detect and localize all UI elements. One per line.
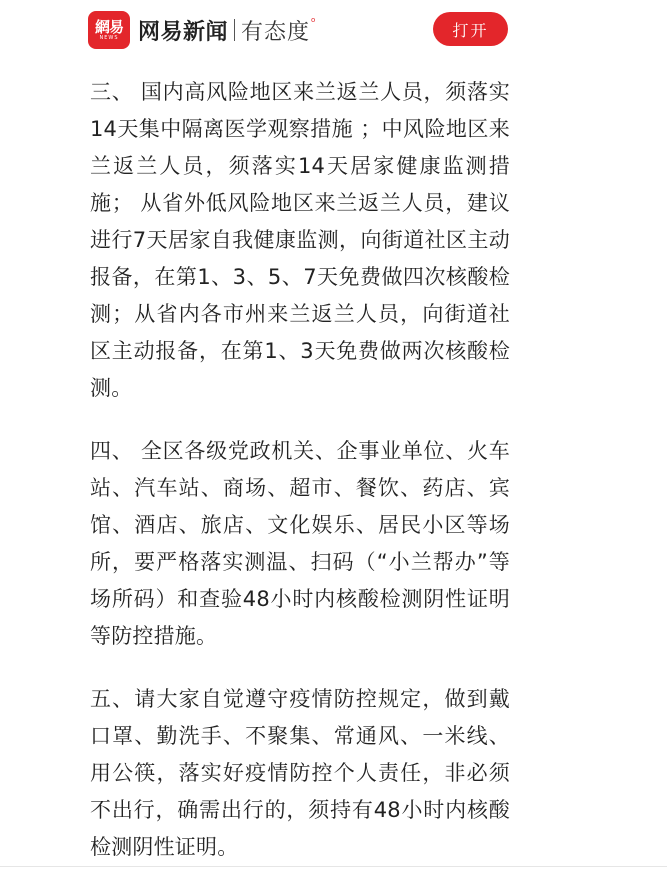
- article-paragraph: 三、 国内高风险地区来兰返兰人员，须落实14天集中隔离医学观察措施 ；中风险地区来兰返兰人员，须落实14天居家健康监测措施； 从省外低风险地区来兰返兰人员，建议进行7天居家自我健康监测，向街道社区主动报备，在第1、3、5、7天免费做四次核酸检测；从省内各市州来兰返兰人员，向街道社区主动报备，在第1、3天免费做两次核酸检测。: [90, 80, 510, 400]
- bottom-divider: [0, 866, 667, 867]
- brand-name: 网易新闻: [138, 19, 229, 45]
- brand-slogan: 有态度: [241, 19, 311, 45]
- app-header: [0, 0, 667, 58]
- logo-text: 網易: [94, 18, 123, 36]
- logo-sub-text: NEWS: [99, 35, 119, 41]
- netease-news-logo[interactable]: [88, 11, 130, 49]
- article-paragraph: 五、请大家自觉遵守疫情防控规定，做到戴口罩、勤洗手、不聚集、常通风、一米线、用公筷，落实好疫情防控个人责任，非必须不出行，确需出行的，须持有48小时内核酸检测阴性证明。: [90, 687, 510, 859]
- brand-divider: [234, 19, 235, 41]
- open-app-button[interactable]: 打开: [433, 12, 508, 46]
- article-paragraph: 四、 全区各级党政机关、企事业单位、火车站、汽车站、商场、超市、餐饮、药店、宾馆、酒店、旅店、文化娱乐、居民小区等场所，要严格落实测温、扫码（“小兰帮办”等场所码）和查验48小时内核酸检测阴性证明等防控措施。: [90, 439, 510, 648]
- registered-mark-icon: o: [311, 16, 316, 24]
- article-body: [90, 74, 510, 871]
- brand-title: [138, 14, 315, 46]
